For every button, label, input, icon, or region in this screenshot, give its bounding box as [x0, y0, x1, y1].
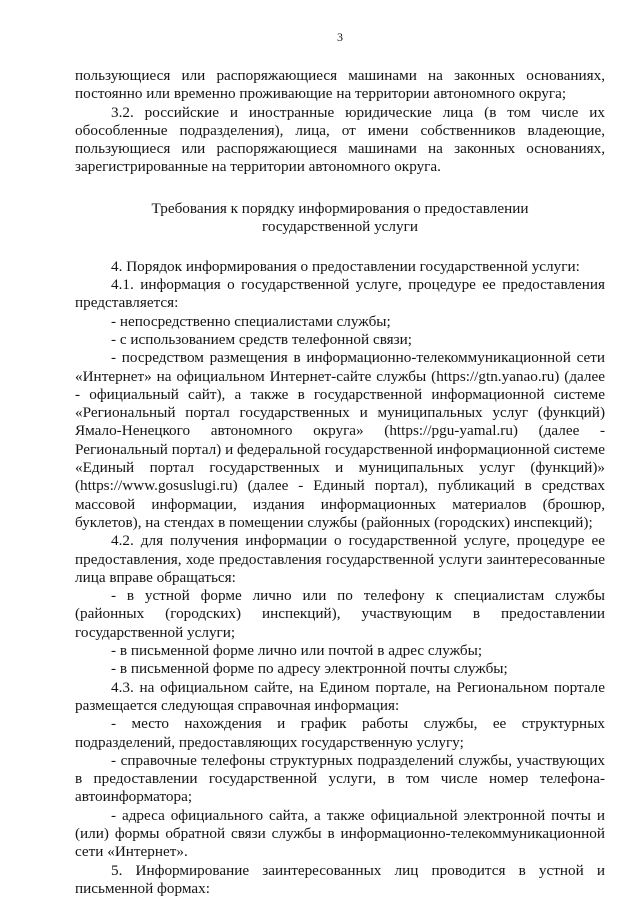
paragraph-4: 4. Порядок информирования о предоставлении государственной услуги:	[111, 257, 580, 275]
paragraph-4-1: 4.1. информация о государственной услуге, процедуре ее предоставления представляется:	[75, 276, 605, 312]
paragraph-top-2: 3.2. российские и иностранные юридические лица (в том числе их обособленные подразделения), лица, от имени собственников владеющие, пользующиеся или распоряжающиеся машинами на законных основаниях, зарегистрированные на территории автономного округа.	[75, 103, 605, 176]
paragraph-top-1: пользующиеся или распоряжающиеся машинами на законных основаниях, постоянно или временно проживающие на территории автономного округа;	[75, 67, 605, 103]
list-item: - место нахождения и график работы службы, ее структурных подразделений, предоставляющих государственную услугу;	[75, 715, 605, 751]
paragraph-4-3: 4.3. на официальном сайте, на Едином портале, на Региональном портале размещается следующая справочная информация:	[75, 678, 605, 714]
paragraph-5: 5. Информирование заинтересованных лиц проводится в устной и письменной формах:	[75, 861, 605, 897]
list-item: - посредством размещения в информационно-телекоммуникационной сети «Интернет» на официальном Интернет-сайте службы (https://gtn.yanao.ru) (далее - официальный сайт), а также в государственной информационной системе «Региональный портал государственных и муниципальных услуг (функций) Ямало-Ненецкого автономного округа» (https://pgu-yamal.ru) (далее - Региональный портал) и федеральной государственной информационной системе «Единый портал государственных и муниципальных услуг (функций)» (https://www.gosuslugi.ru) (далее - Единый портал), публикаций в средствах массовой информации, издания информационных материалов (брошюр, буклетов), на стендах в помещении службы (районных (городских) инспекций);	[75, 349, 605, 531]
section-heading	[75, 200, 605, 236]
list-item: - в устной форме лично или по телефону к специалистам службы (районных (городских) инспекций), участвующим в предоставлении государственной услуги;	[75, 587, 605, 641]
list-item: - в письменной форме лично или почтой в адрес службы;	[111, 642, 483, 660]
page-number: 3	[337, 30, 343, 44]
section-heading-line-2: государственной услуги	[262, 217, 418, 235]
list-item: - с использованием средств телефонной связи;	[111, 330, 412, 348]
list-item: - непосредственно специалистами службы;	[111, 312, 391, 330]
list-item: - справочные телефоны структурных подразделений службы, участвующих в предоставлении государственной услуги, в том числе номер телефона-автоинформатора;	[75, 751, 605, 806]
section-heading-line-1: Требования к порядку информирования о предоставлении	[151, 199, 529, 217]
document-page	[75, 30, 605, 898]
list-item: - в письменной форме по адресу электронной почты службы;	[111, 660, 508, 678]
list-item: - адреса официального сайта, а также официальной электронной почты и (или) формы обратной связи службы в информационно-телекоммуникационной сети «Интернет».	[75, 806, 605, 861]
paragraph-4-2: 4.2. для получения информации о государственной услуге, процедуре ее предоставления, ходе предоставления государственной услуги заинтересованные лица вправе обращаться:	[75, 532, 605, 586]
